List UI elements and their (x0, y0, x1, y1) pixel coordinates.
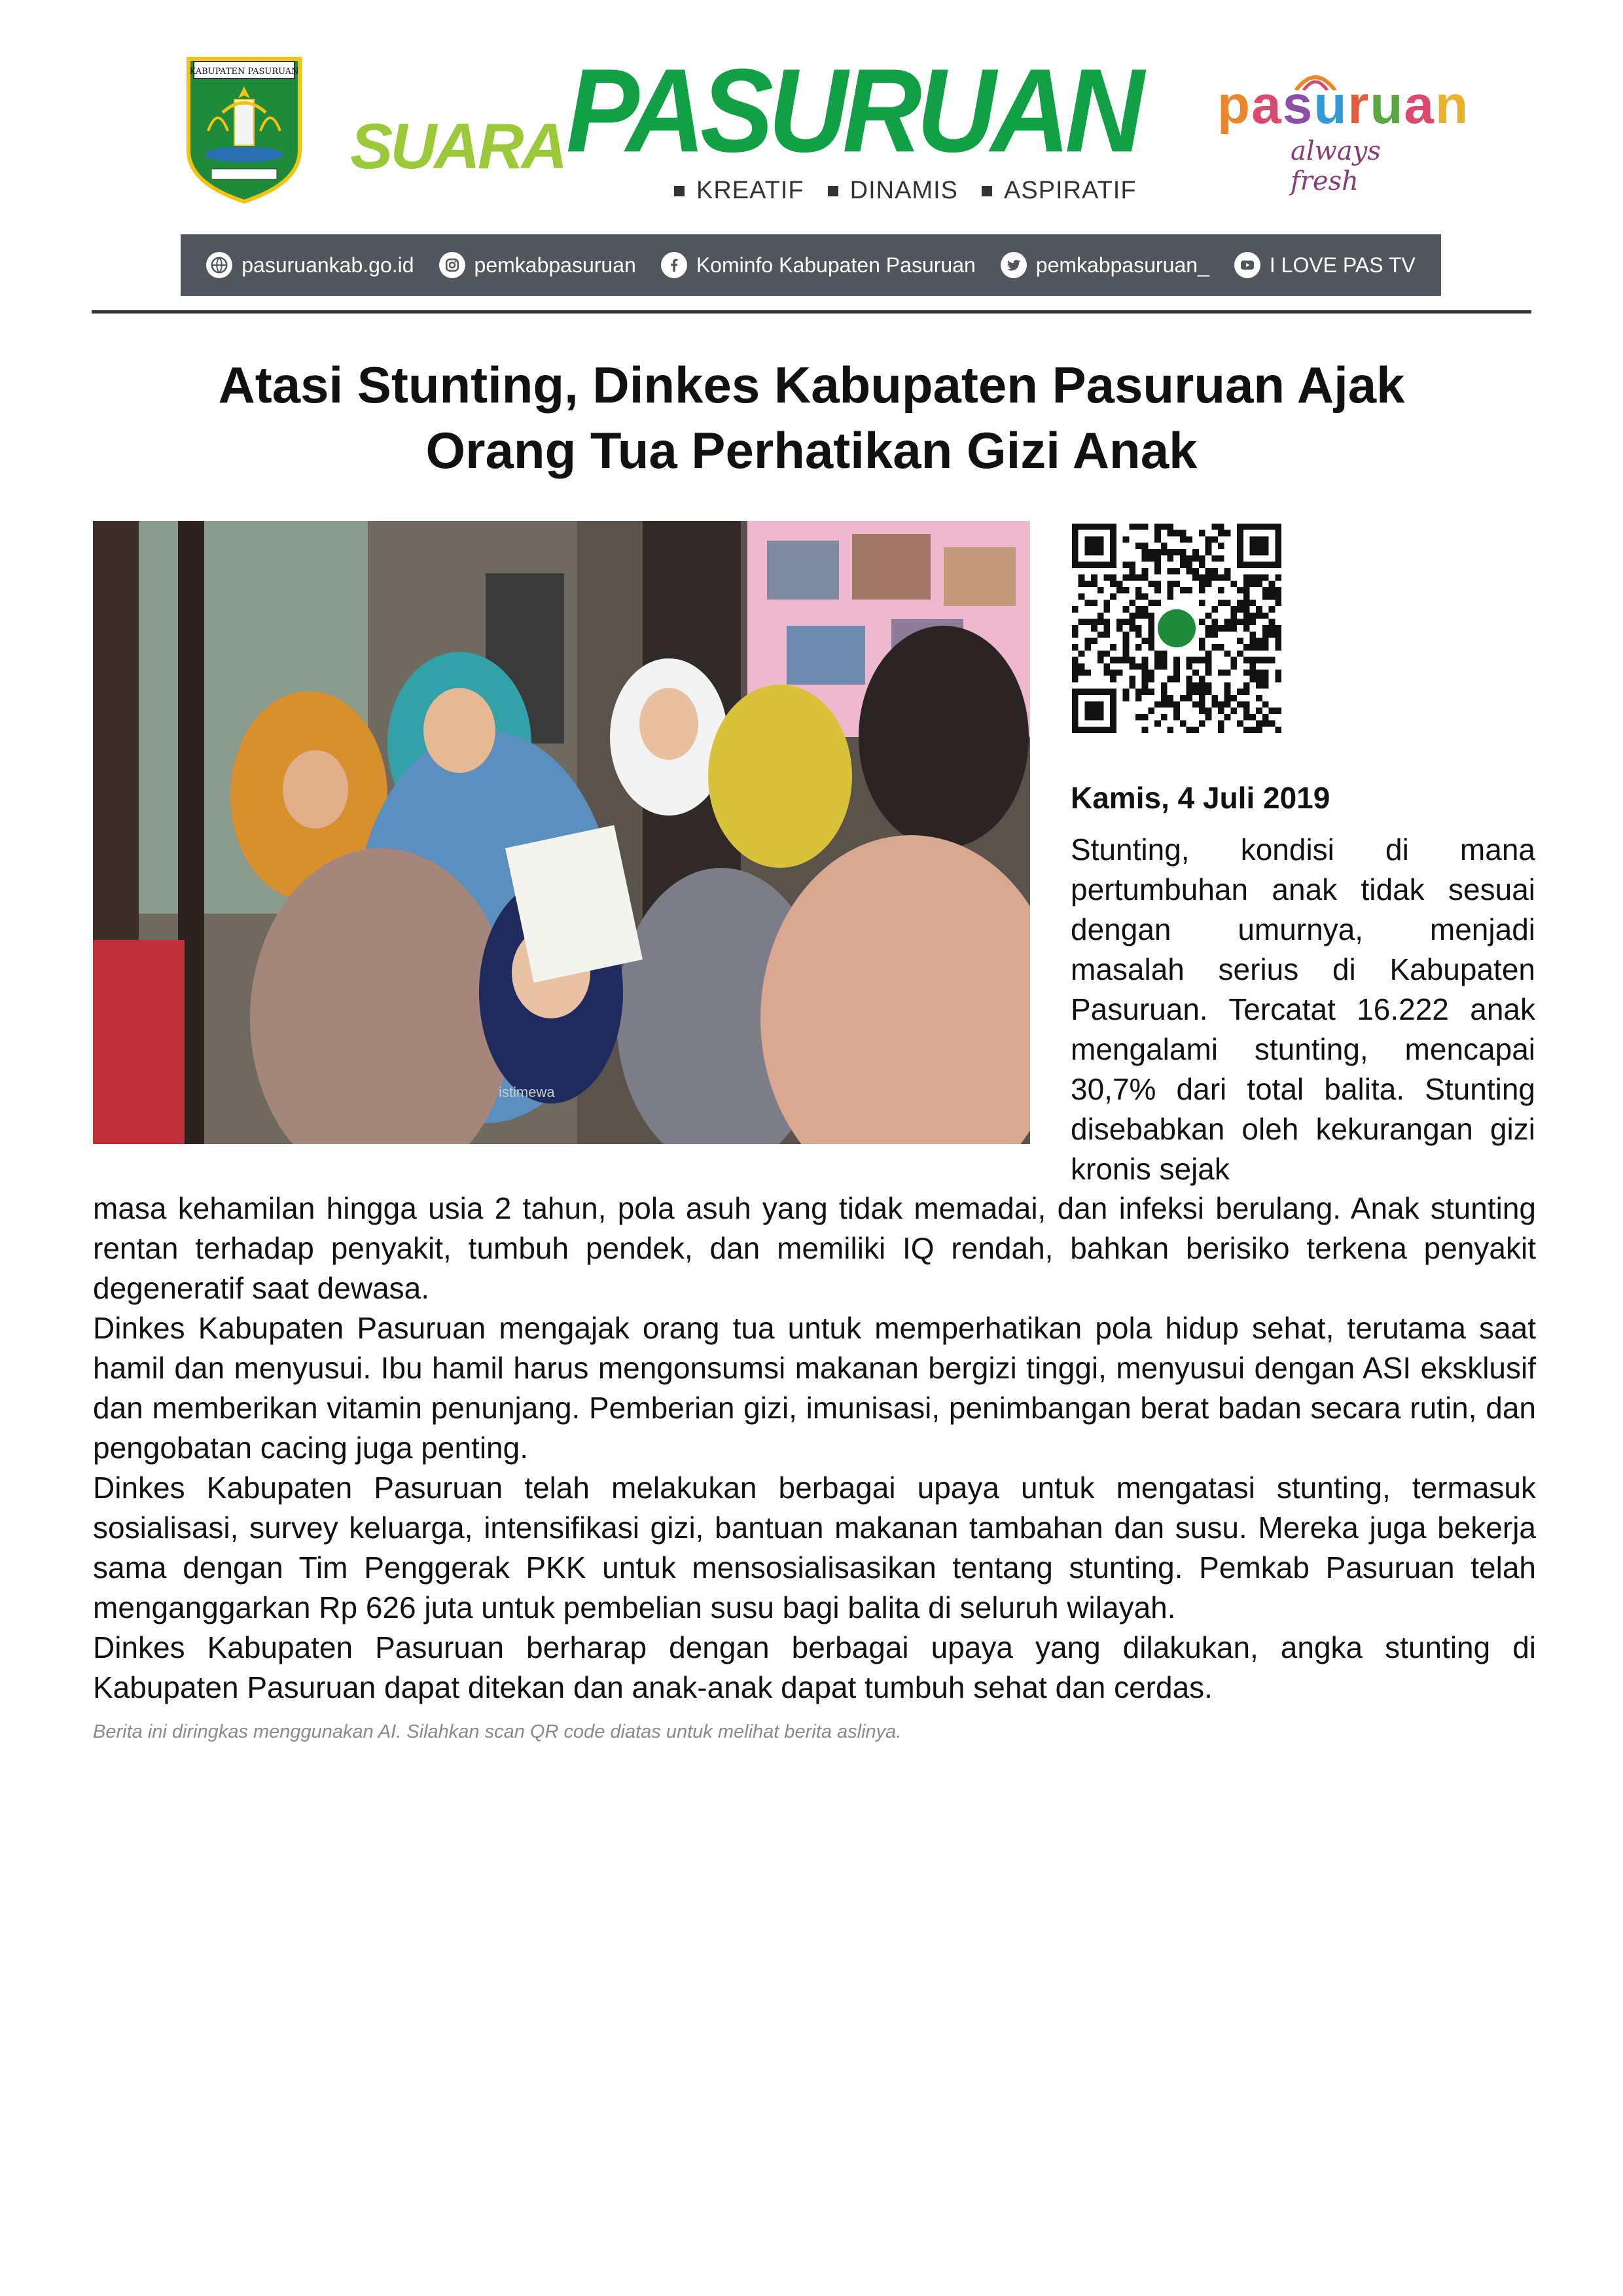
tourism-logo-word: pasuruan (1217, 75, 1470, 135)
social-bar (181, 234, 1441, 296)
article-paragraph: Dinkes Kabupaten Pasuruan mengajak orang tua untuk memperhatikan pola hidup sehat, terutama saat hamil dan menyusui. Ibu hamil harus mengonsumsi makanan bergizi tinggi, menyusui dengan ASI eksklusif dan memberikan vitamin penunjang. Pemberian gizi, imunisasi, penimbangan berat badan secara rutin, dan pengobatan cacing juga penting. (93, 1311, 1536, 1465)
article-paragraph: masa kehamilan hingga usia 2 tahun, pola asuh yang tidak memadai, dan infeksi berulang. Anak stunting rentan terhadap penyakit, tumbuh pendek, dan memiliki IQ rendah, bahkan berisiko terkena penyakit degeneratif saat dewasa. (93, 1191, 1536, 1305)
social-twitter[interactable] (1001, 252, 1209, 278)
article-lead: Stunting, kondisi di mana pertumbuhan anak tidak sesuai dengan umurnya, menjadi masalah serius di Kabupaten Pasuruan. Tercatat 16.222 anak mengalami stunting, mencapai 30,7% dari total balita. Stunting disebabkan oleh kekurangan gizi kronis sejak (1071, 833, 1535, 1186)
tourism-logo-sub: always fresh (1291, 136, 1381, 196)
article-body (93, 1189, 1536, 1708)
regency-emblem-logo (182, 52, 306, 204)
qr-code[interactable] (1072, 524, 1281, 733)
header-divider (92, 310, 1531, 314)
tagline (674, 177, 1137, 205)
tourism-logo (1217, 75, 1470, 196)
social-label: pasuruankab.go.id (241, 253, 414, 277)
social-label: I LOVE PAS TV (1269, 253, 1416, 277)
youtube-icon (1234, 252, 1260, 278)
social-label: pemkabpasuruan_ (1035, 253, 1209, 277)
social-facebook[interactable] (661, 252, 976, 278)
brand-name: PASURUAN (566, 44, 1139, 177)
tagline-item: DINAMIS (828, 177, 958, 205)
ai-summary-note: Berita ini diringkas menggunakan AI. Silahkan scan QR code diatas untuk melihat berita aslinya. (93, 1721, 902, 1742)
masthead (0, 0, 1623, 314)
article-paragraph: Dinkes Kabupaten Pasuruan berharap dengan berbagai upaya yang dilakukan, angka stunting di Kabupaten Pasuruan dapat ditekan dan anak-anak dapat tumbuh sehat dan cerdas. (93, 1630, 1536, 1704)
photo-credit: istimewa (499, 1084, 555, 1100)
social-label: Kominfo Kabupaten Pasuruan (696, 253, 976, 277)
facebook-icon (661, 252, 687, 278)
instagram-icon (439, 252, 465, 278)
brand-wordmark (350, 44, 1181, 182)
title-line-1: Atasi Stunting, Dinkes Kabupaten Pasuruan Ajak (218, 356, 1405, 414)
tagline-item: KREATIF (674, 177, 804, 205)
emblem-text: KABUPATEN PASURUAN (189, 67, 299, 77)
social-youtube[interactable] (1234, 252, 1416, 278)
brand-prefix: SUARA (350, 110, 565, 182)
social-instagram[interactable] (439, 252, 636, 278)
article-paragraph: Dinkes Kabupaten Pasuruan telah melakukan berbagai upaya untuk mengatasi stunting, termasuk sosialisasi, survey keluarga, intensifikasi gizi, bantuan makanan tambahan dan susu. Mereka juga bekerja sama dengan Tim Penggerak PKK untuk mensosialisasikan tentang stunting. Pemkab Pasuruan telah menganggarkan Rp 626 juta untuk pembelian susu bagi balita di seluruh wilayah. (93, 1471, 1536, 1624)
article-photo (93, 521, 1030, 1144)
article-title (92, 352, 1531, 483)
social-website[interactable] (206, 252, 414, 278)
article-date: Kamis, 4 Juli 2019 (1071, 781, 1330, 815)
globe-icon (206, 252, 232, 278)
tagline-item: ASPIRATIF (982, 177, 1137, 205)
social-label: pemkabpasuruan (474, 253, 636, 277)
twitter-icon (1001, 252, 1027, 278)
title-line-2: Orang Tua Perhatikan Gizi Anak (425, 422, 1198, 479)
